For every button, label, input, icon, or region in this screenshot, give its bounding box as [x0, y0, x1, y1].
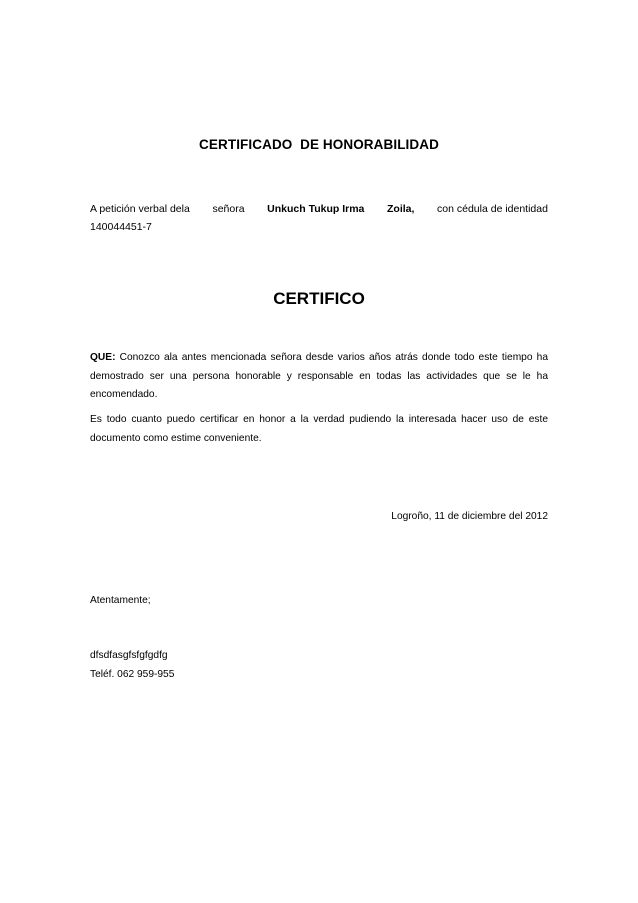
intro-senora: señora	[212, 203, 245, 215]
body-paragraph-1-text: Conozco ala antes mencionada señora desde varios años atrás donde todo este tiempo ha demostrado ser una persona honorable y responsable en todas las actividades que se le ha encomendado.	[90, 352, 548, 400]
intro-id-text: con cédula de identidad	[437, 203, 548, 215]
certifico-heading: CERTIFICO	[273, 289, 365, 308]
person-surname: Zoila,	[387, 203, 415, 215]
signature-phone: Teléf. 062 959-955	[90, 668, 175, 680]
signature-block	[90, 647, 174, 684]
signature-name: dfsdfasgfsfgfgdfg	[90, 650, 168, 661]
intro-line	[90, 200, 548, 218]
id-number: 140044451-7	[90, 221, 152, 233]
body-paragraph-1	[90, 349, 548, 405]
closing: Atentamente;	[90, 595, 151, 606]
date-line: Logroño, 11 de diciembre del 2012	[391, 511, 548, 522]
body-paragraph-2: Es todo cuanto puedo certificar en honor a la verdad pudiendo la interesada hacer uso de este documento como estime conveniente.	[90, 414, 548, 444]
person-name: Unkuch Tukup Irma	[267, 203, 365, 215]
que-label: QUE:	[90, 352, 116, 363]
intro-text: A petición verbal dela	[90, 203, 190, 215]
document-title: CERTIFICADO DE HONORABILIDAD	[199, 137, 439, 152]
intro-paragraph	[90, 200, 548, 236]
